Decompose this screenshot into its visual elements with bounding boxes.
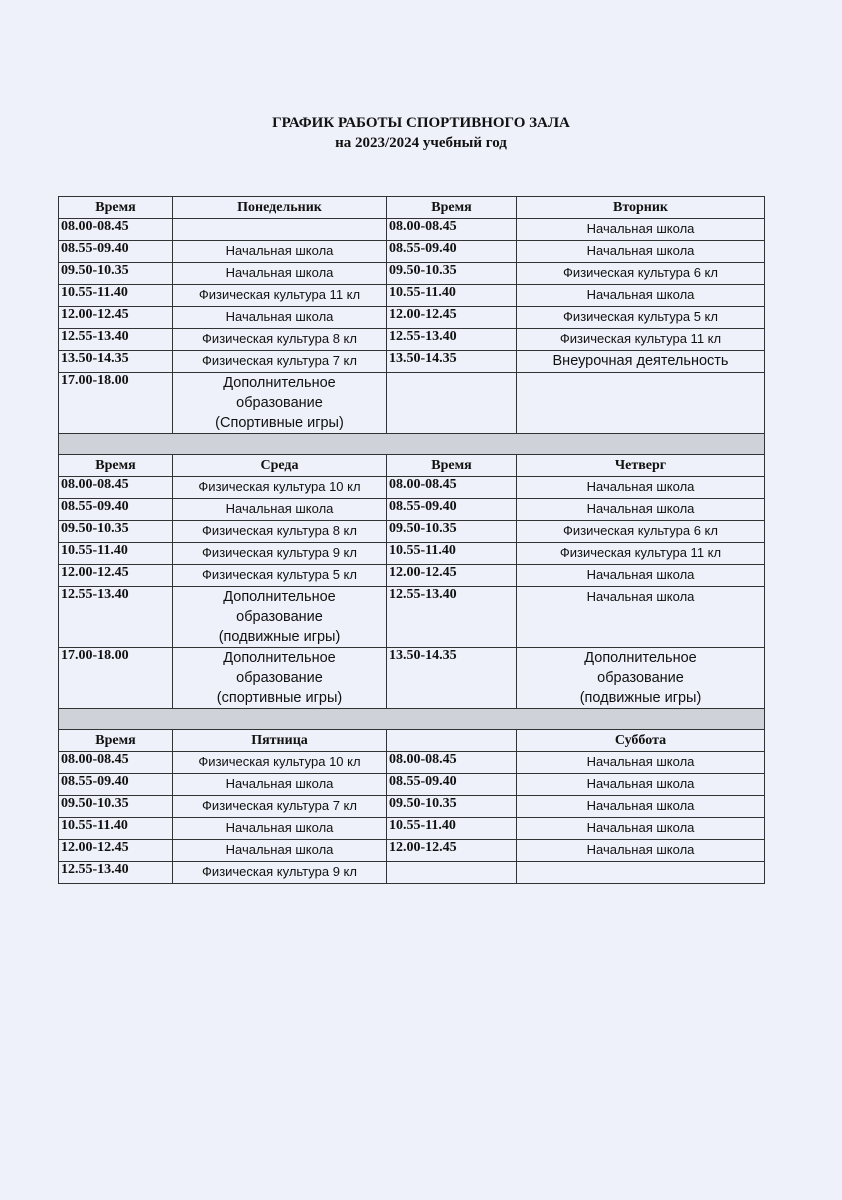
time-cell: 12.55-13.40 xyxy=(387,587,517,648)
subject-cell: Начальная школа xyxy=(517,565,765,587)
subject-cell xyxy=(517,862,765,884)
table-row xyxy=(59,774,765,796)
time-cell: 13.50-14.35 xyxy=(387,351,517,373)
time-cell: 10.55-11.40 xyxy=(59,818,173,840)
section-separator xyxy=(59,434,765,455)
time-cell xyxy=(387,862,517,884)
table-row xyxy=(59,648,765,709)
separator-cell xyxy=(59,709,765,730)
subject-cell: Физическая культура 9 кл xyxy=(173,543,387,565)
subject-cell: Начальная школа xyxy=(517,499,765,521)
table-row xyxy=(59,499,765,521)
table-row xyxy=(59,565,765,587)
time-cell: 12.55-13.40 xyxy=(59,587,173,648)
subject-cell: Начальная школа xyxy=(517,219,765,241)
time-cell: 09.50-10.35 xyxy=(59,263,173,285)
table-row xyxy=(59,307,765,329)
time-cell: 12.00-12.45 xyxy=(387,840,517,862)
time-cell: 08.55-09.40 xyxy=(387,774,517,796)
header-cell: Четверг xyxy=(517,455,765,477)
time-cell: 08.55-09.40 xyxy=(387,499,517,521)
subject-cell: Физическая культура 8 кл xyxy=(173,521,387,543)
table-row xyxy=(59,796,765,818)
subject-cell xyxy=(517,373,765,434)
subject-cell: Начальная школа xyxy=(517,241,765,263)
header-cell: Среда xyxy=(173,455,387,477)
separator-cell xyxy=(59,434,765,455)
time-cell: 10.55-11.40 xyxy=(59,543,173,565)
subject-cell: Начальная школа xyxy=(173,840,387,862)
table-row xyxy=(59,521,765,543)
subject-cell: Дополнительное образование (подвижные игры) xyxy=(173,587,387,648)
header-cell: Время xyxy=(59,455,173,477)
table-row xyxy=(59,285,765,307)
time-cell: 12.55-13.40 xyxy=(59,862,173,884)
subject-cell: Начальная школа xyxy=(517,752,765,774)
subject-cell: Начальная школа xyxy=(517,774,765,796)
table-row xyxy=(59,373,765,434)
time-cell: 08.55-09.40 xyxy=(59,499,173,521)
header-cell xyxy=(387,730,517,752)
time-cell: 08.00-08.45 xyxy=(59,219,173,241)
subject-cell: Физическая культура 6 кл xyxy=(517,521,765,543)
subject-cell: Начальная школа xyxy=(517,477,765,499)
header-cell: Вторник xyxy=(517,197,765,219)
table-row xyxy=(59,263,765,285)
time-cell: 12.55-13.40 xyxy=(387,329,517,351)
subject-cell: Начальная школа xyxy=(173,307,387,329)
time-cell: 12.00-12.45 xyxy=(387,565,517,587)
subject-cell: Физическая культура 8 кл xyxy=(173,329,387,351)
subject-cell: Дополнительное образование (Спортивные игры) xyxy=(173,373,387,434)
time-cell: 12.00-12.45 xyxy=(59,565,173,587)
time-cell: 12.00-12.45 xyxy=(387,307,517,329)
header-row xyxy=(59,730,765,752)
header-cell: Время xyxy=(387,197,517,219)
time-cell: 09.50-10.35 xyxy=(387,796,517,818)
table-row xyxy=(59,862,765,884)
time-cell: 13.50-14.35 xyxy=(387,648,517,709)
time-cell: 09.50-10.35 xyxy=(59,521,173,543)
header-cell: Пятница xyxy=(173,730,387,752)
schedule-body xyxy=(59,197,765,884)
table-row xyxy=(59,752,765,774)
subject-cell: Физическая культура 9 кл xyxy=(173,862,387,884)
subject-cell: Начальная школа xyxy=(517,796,765,818)
time-cell: 08.55-09.40 xyxy=(387,241,517,263)
table-row xyxy=(59,840,765,862)
header-cell: Понедельник xyxy=(173,197,387,219)
subject-cell: Физическая культура 11 кл xyxy=(517,329,765,351)
time-cell: 13.50-14.35 xyxy=(59,351,173,373)
subject-cell: Внеурочная деятельность xyxy=(517,351,765,373)
subject-cell: Физическая культура 5 кл xyxy=(173,565,387,587)
header-row xyxy=(59,455,765,477)
table-row xyxy=(59,477,765,499)
subject-cell: Начальная школа xyxy=(173,818,387,840)
subject-cell xyxy=(173,219,387,241)
time-cell: 09.50-10.35 xyxy=(387,521,517,543)
time-cell: 08.55-09.40 xyxy=(59,774,173,796)
time-cell: 09.50-10.35 xyxy=(387,263,517,285)
table-row xyxy=(59,351,765,373)
time-cell: 08.00-08.45 xyxy=(387,752,517,774)
subject-cell: Физическая культура 6 кл xyxy=(517,263,765,285)
time-cell: 08.00-08.45 xyxy=(387,477,517,499)
subject-cell: Физическая культура 7 кл xyxy=(173,796,387,818)
document-title xyxy=(0,113,842,153)
time-cell xyxy=(387,373,517,434)
time-cell: 12.55-13.40 xyxy=(59,329,173,351)
table-row xyxy=(59,543,765,565)
subject-cell: Дополнительное образование (спортивные игры) xyxy=(173,648,387,709)
subject-cell: Начальная школа xyxy=(517,818,765,840)
subject-cell: Физическая культура 7 кл xyxy=(173,351,387,373)
header-cell: Суббота xyxy=(517,730,765,752)
subject-cell: Физическая культура 5 кл xyxy=(517,307,765,329)
subject-cell: Начальная школа xyxy=(173,263,387,285)
subject-cell: Начальная школа xyxy=(173,774,387,796)
time-cell: 10.55-11.40 xyxy=(387,818,517,840)
header-cell: Время xyxy=(59,730,173,752)
time-cell: 08.55-09.40 xyxy=(59,241,173,263)
subject-cell: Начальная школа xyxy=(517,840,765,862)
time-cell: 09.50-10.35 xyxy=(59,796,173,818)
table-row xyxy=(59,587,765,648)
time-cell: 12.00-12.45 xyxy=(59,307,173,329)
title-line-2: на 2023/2024 учебный год xyxy=(335,135,507,151)
time-cell: 10.55-11.40 xyxy=(387,285,517,307)
subject-cell: Начальная школа xyxy=(517,587,765,648)
title-line-1: ГРАФИК РАБОТЫ СПОРТИВНОГО ЗАЛА xyxy=(272,115,570,131)
time-cell: 10.55-11.40 xyxy=(387,543,517,565)
time-cell: 17.00-18.00 xyxy=(59,648,173,709)
table-row xyxy=(59,241,765,263)
subject-cell: Физическая культура 10 кл xyxy=(173,477,387,499)
table-row xyxy=(59,219,765,241)
header-row xyxy=(59,197,765,219)
subject-cell: Физическая культура 11 кл xyxy=(517,543,765,565)
table-row xyxy=(59,818,765,840)
subject-cell: Физическая культура 11 кл xyxy=(173,285,387,307)
schedule-table xyxy=(58,196,765,884)
subject-cell: Начальная школа xyxy=(173,499,387,521)
time-cell: 08.00-08.45 xyxy=(59,752,173,774)
header-cell: Время xyxy=(59,197,173,219)
time-cell: 08.00-08.45 xyxy=(387,219,517,241)
time-cell: 08.00-08.45 xyxy=(59,477,173,499)
subject-cell: Начальная школа xyxy=(173,241,387,263)
time-cell: 10.55-11.40 xyxy=(59,285,173,307)
header-cell: Время xyxy=(387,455,517,477)
section-separator xyxy=(59,709,765,730)
subject-cell: Начальная школа xyxy=(517,285,765,307)
table-row xyxy=(59,329,765,351)
subject-cell: Физическая культура 10 кл xyxy=(173,752,387,774)
time-cell: 17.00-18.00 xyxy=(59,373,173,434)
subject-cell: Дополнительное образование (подвижные игры) xyxy=(517,648,765,709)
time-cell: 12.00-12.45 xyxy=(59,840,173,862)
